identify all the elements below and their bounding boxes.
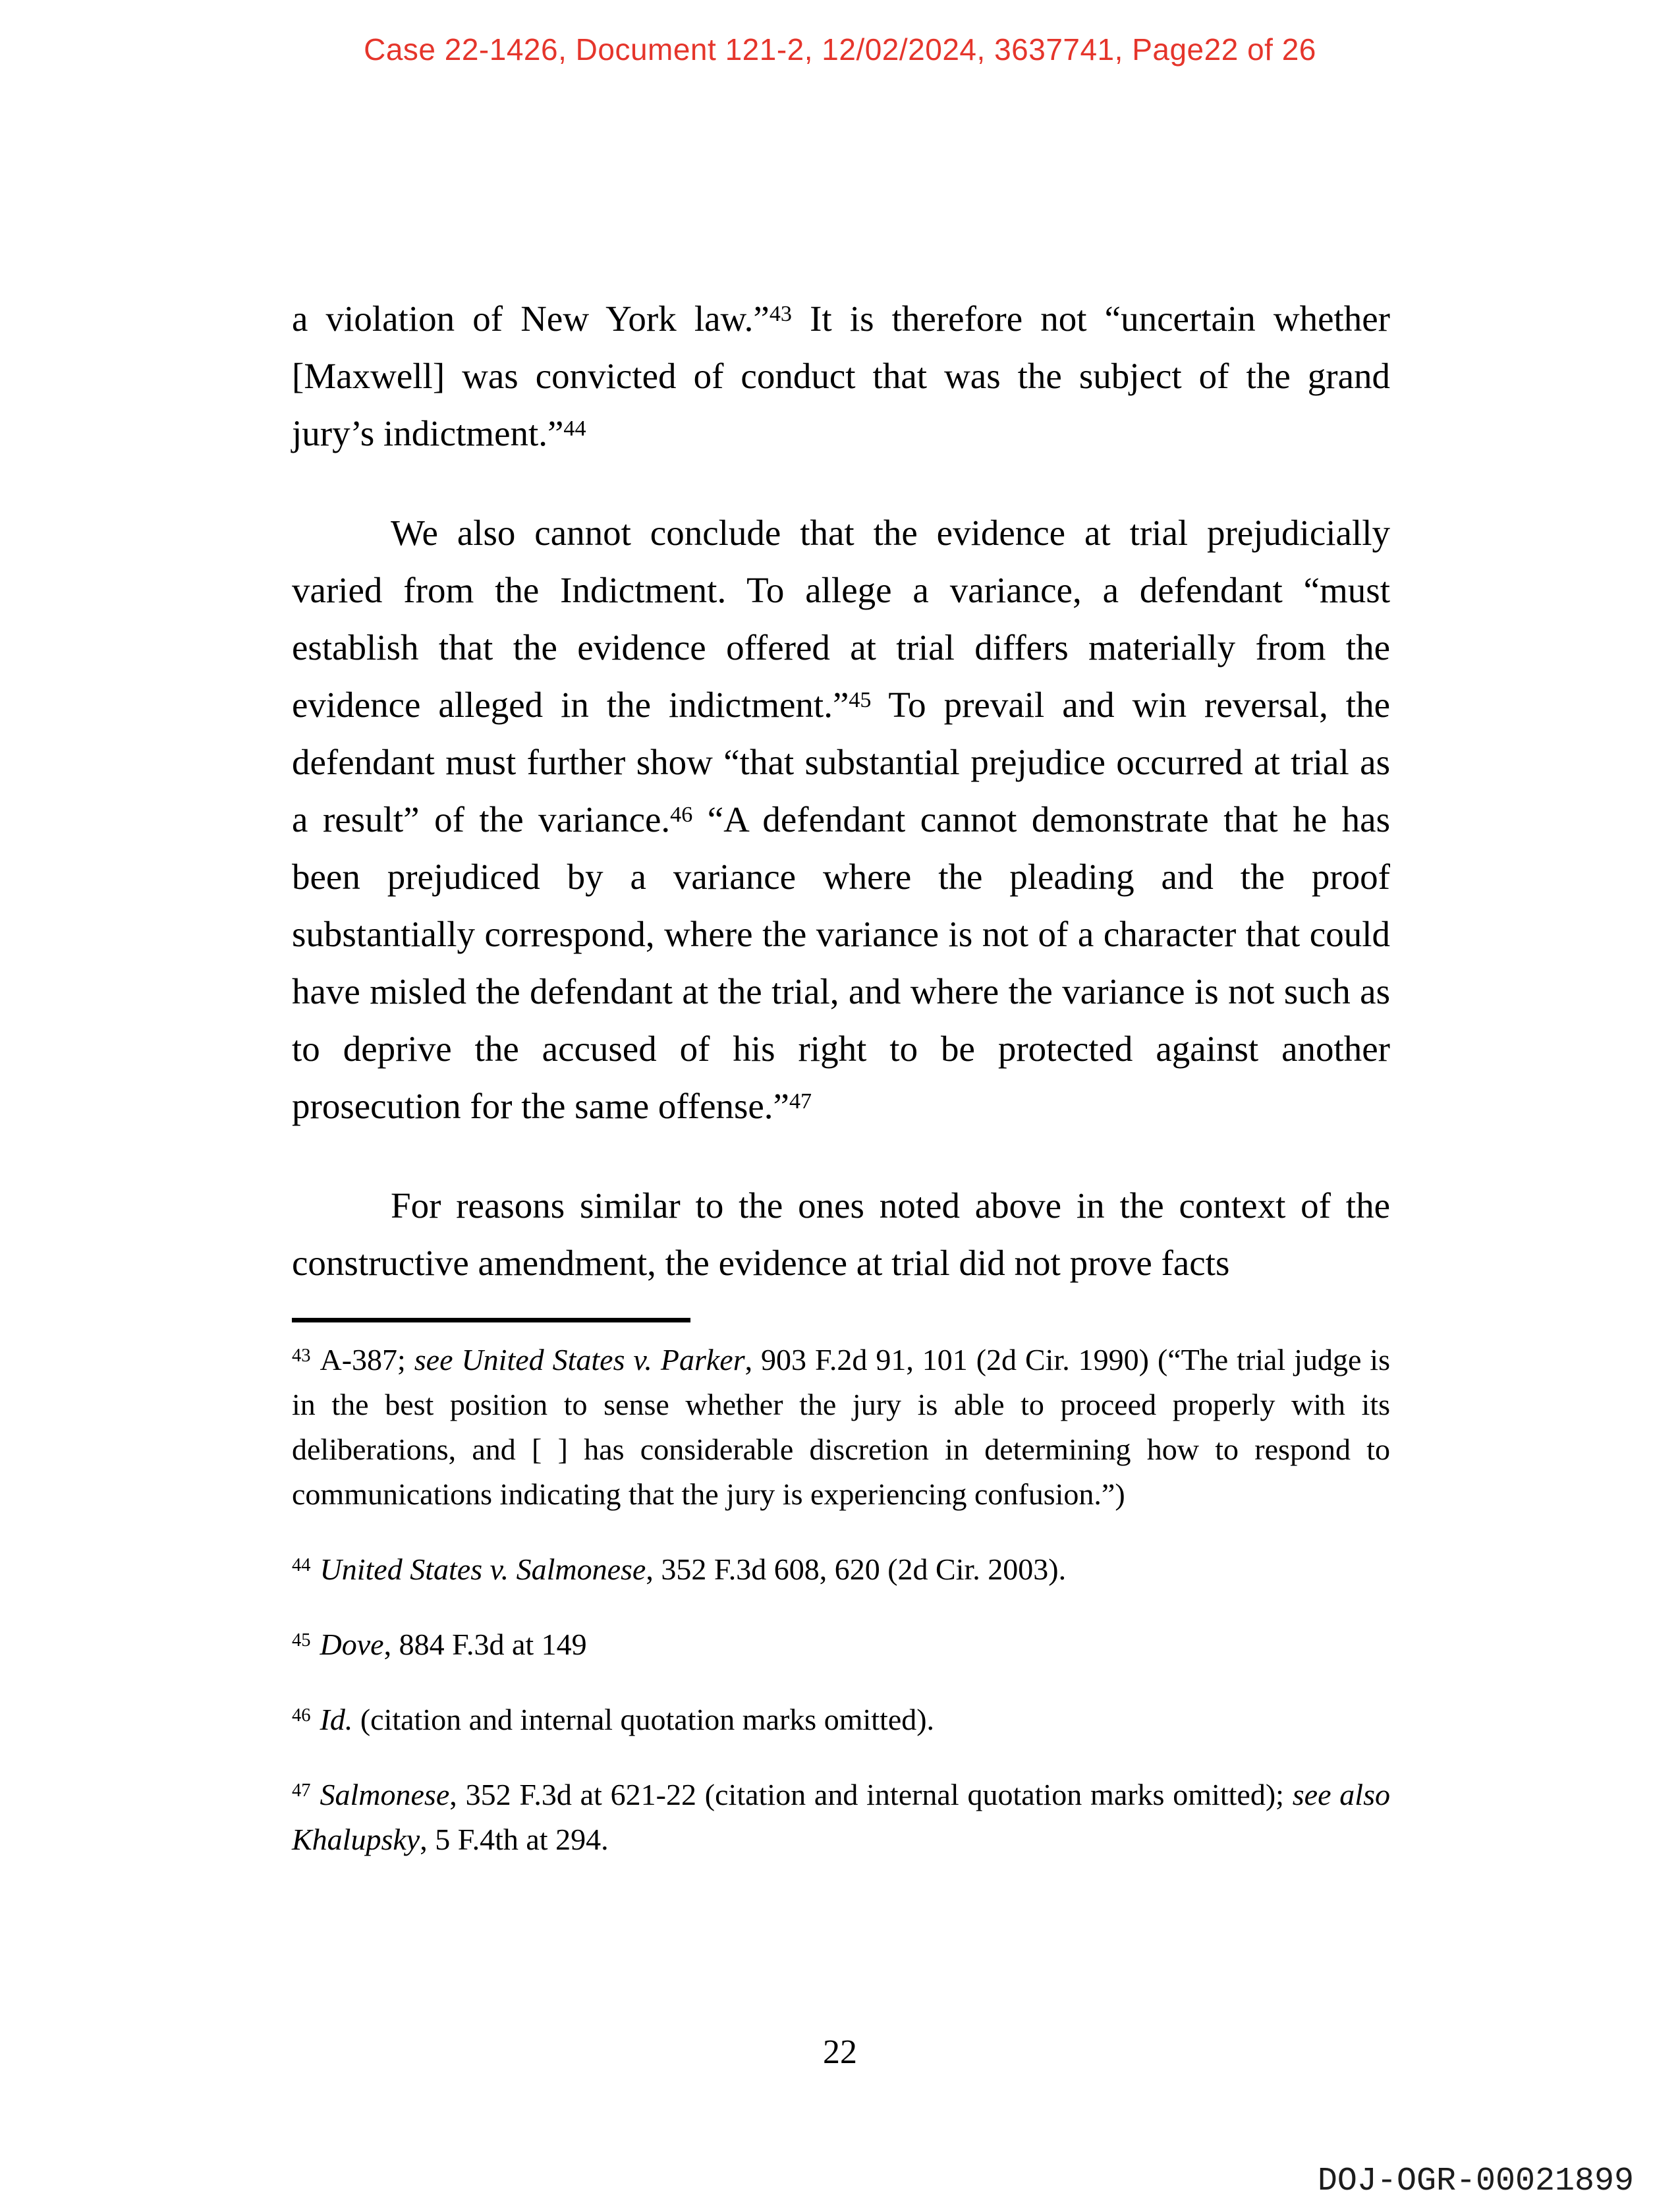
italic-text-run: see also <box>1292 1778 1390 1811</box>
text-run: For reasons similar to the ones noted above in the context of the constructive amendment, the evidence at trial did not prove facts <box>292 1185 1390 1283</box>
italic-text-run: Salmonese <box>320 1778 450 1811</box>
body-paragraph <box>292 1177 1390 1291</box>
footnote-reference-superscript: 44 <box>563 416 586 441</box>
text-run: “A defendant cannot demonstrate that he has been prejudiced by a variance where the pleading and the proof substantially correspond, where the variance is not of a character that could have misled the defendant at the trial, and where the variance is not such as to deprive the accused of his right to be protected against another prosecution for the same offense.” <box>292 799 1390 1126</box>
footnote-reference-superscript: 43 <box>769 301 792 326</box>
footnote-marker: 44 <box>292 1555 311 1576</box>
footnote-marker: 43 <box>292 1346 311 1367</box>
footnote <box>292 1547 1390 1592</box>
text-run: , 352 F.3d 608, 620 (2d Cir. 2003). <box>646 1552 1067 1586</box>
text-run: a violation of New York law.” <box>292 298 770 339</box>
footnote-reference-superscript: 45 <box>849 687 872 712</box>
text-run: , 352 F.3d at 621-22 (citation and internal quotation marks omitted); <box>449 1778 1293 1811</box>
italic-text-run: see United States v. Parker <box>414 1343 745 1376</box>
body-paragraphs <box>292 290 1390 1291</box>
footnote-separator <box>292 1318 690 1322</box>
case-stamp-header: Case 22-1426, Document 121-2, 12/02/2024, 3637741, Page22 of 26 <box>364 32 1316 67</box>
text-run: , 5 F.4th at 294. <box>420 1823 609 1856</box>
text-run: (citation and internal quotation marks omitted). <box>352 1703 935 1736</box>
page-number: 22 <box>823 2033 857 2071</box>
text-run: To prevail and win reversal, the defendant must further show “that substantial prejudice occurred at trial as a result” of the variance. <box>292 685 1390 839</box>
italic-text-run: United States v. Salmonese <box>320 1552 646 1586</box>
footnote <box>292 1338 1390 1517</box>
footnote <box>292 1622 1390 1667</box>
footnote-marker: 46 <box>292 1705 311 1726</box>
footnote-marker: 45 <box>292 1630 311 1651</box>
body-paragraph <box>292 504 1390 1135</box>
italic-text-run: Khalupsky <box>292 1823 420 1856</box>
footnote <box>292 1697 1390 1742</box>
footnote <box>292 1772 1390 1862</box>
text-run: A-387; <box>320 1343 414 1376</box>
footnotes-section <box>292 1338 1390 1862</box>
footnote-reference-superscript: 47 <box>789 1089 812 1114</box>
text-run: , 884 F.3d at 149 <box>383 1628 587 1661</box>
bates-number: DOJ-OGR-00021899 <box>1317 2163 1634 2200</box>
italic-text-run: Dove <box>320 1628 384 1661</box>
text-run: It is therefore not “uncertain whether [Maxwell] was convicted of conduct that was the subject of the grand jury’s indictment.” <box>292 298 1390 453</box>
italic-text-run: Id. <box>320 1703 353 1736</box>
footnote-reference-superscript: 46 <box>670 802 693 827</box>
text-run: We also cannot conclude that the evidence at trial prejudicially varied from the Indictment. To allege a variance, a defendant “must establish that the evidence offered at trial differs materially from the evidence alleged in the indictment.” <box>292 513 1390 725</box>
body-paragraph <box>292 290 1390 462</box>
text-run: , 903 F.2d 91, 101 (2d Cir. 1990) (“The trial judge is in the best position to sense whether the jury is able to proceed properly with its deliberations, and [ ] has considerable discretion in determining how to respond to communications indicating that the jury is experiencing confusion.”) <box>292 1343 1390 1511</box>
footnote-marker: 47 <box>292 1780 311 1801</box>
